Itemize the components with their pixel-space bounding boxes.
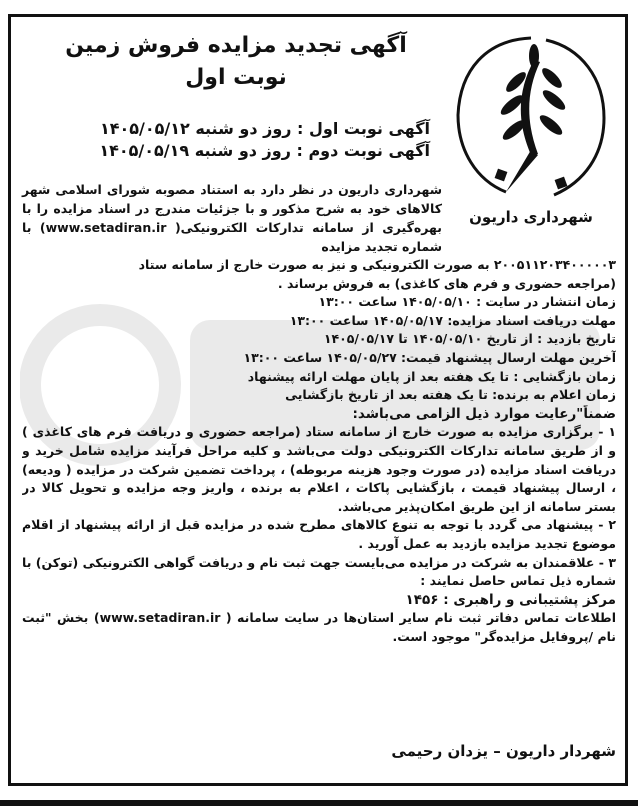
first-publication-date: آگهی نوبت اول : روز دو شنبه ۱۴۰۵/۰۵/۱۲ [99,119,430,138]
sale-method-line: (مراجعه حضوری و فرم های کاغذی) به فروش برساند . [277,275,616,291]
document-deadline: مهلت دریافت اسناد مزایده: ۱۴۰۵/۰۵/۱۷ ساعت ۱۳:۰۰ [289,312,616,328]
requirement-item-2: ۲ - پیشنهاد می گردد با توجه به تنوع کالاهای مطرح شده در مزایده قبل از ارائه پیشنهاد از اقلام موضوع تجدید مزایده بازدید به عمل آورید . [22,517,616,551]
opening-time: زمان بازگشایی : تا یک هفته بعد از پایان مهلت ارائه پیشنهاد [247,368,616,384]
municipality-logo [446,30,616,240]
signature: شهردار داریون – یزدان رحیمی [391,742,616,760]
visit-dates: تاریخ بازدید : از تاریخ ۱۴۰۵/۰۵/۱۰ تا ۱۴۰۵/۰۵/۱۷ [323,331,616,347]
auction-number-line: ۲۰۰۵۱۱۲۰۳۴۰۰۰۰۰۳ به صورت الکترونیکی و نیز به صورت خارج از سامانه ستاد [138,257,616,272]
notice-body [22,256,616,646]
publish-time: زمان انتشار در سایت : ۱۴۰۵/۰۵/۱۰ ساعت ۱۳:۰۰ [318,294,616,310]
requirement-item-3: ۳ - علاقمندان به شرکت در مزایده می‌بایست جهت ثبت نام و دریافت گواهی الکترونیکی (توکن) با شماره ذیل تماس حاصل نمایند : [22,554,616,589]
support-center: مرکز پشتیبانی و راهبری : ۱۴۵۶ [405,591,616,608]
second-publication-date: آگهی نوبت دوم : روز دو شنبه ۱۴۰۵/۰۵/۱۹ [99,141,430,160]
intro-paragraph: شهرداری داریون در نظر دارد به استناد مصوبه شورای اسلامی شهر کالاهای خود به شرح مذکور و با جزئیات مندرج در اسناد مزایده را با بهره‌گیری از سامانه تدارکات الکترونیکی( www.setadiran.ir) با شماره تجدید مزایده [22,182,442,254]
bottom-divider [0,800,638,806]
title-line-2: نوبت اول [185,65,287,90]
offer-deadline: آخرین مهلت ارسال پیشنهاد قیمت: ۱۴۰۵/۰۵/۲۷ ساعت ۱۳:۰۰ [243,349,616,365]
contact-info: اطلاعات تماس دفاتر ثبت نام سایر استان‌ها در سایت سامانه ( www.setadiran.ir) بخش "ثبت نام /پروفایل مزایده‌گر" موجود است. [22,610,616,644]
requirement-item-1: ۱ - برگزاری مزایده به صورت خارج از سامانه ستاد (مراجعه حضوری و دریافت فرم های کاغذی ) و از طریق سامانه تدارکات الکترونیکی دولت می‌باشد و کلیه مراحل فرآیند مزایده شامل خرید و دریافت اسناد مزایده (در صورت وجود هزینه مربوطه) ، پرداخت تضمین شرکت در مزایده ( ودیعه) ، ارسال پیشنهاد قیمت ، بازگشایی پاکات ، اعلام به برنده ، واریز وجه مزایده و تحویل کالا در بستر سامانه از این طریق امکان‌پذیر می‌باشد. [22,424,616,514]
olive-branch-emblem-icon [446,30,616,205]
publication-dates [50,118,430,162]
notice-title [40,30,432,94]
title-line-1: آگهی تجدید مزایده فروش زمین [65,33,407,58]
requirements-header: ضمناً"رعایت موارد ذیل الزامی می‌باشد: [352,405,616,422]
logo-caption: شهرداری داریون [469,208,593,226]
announce-time: زمان اعلام به برنده: تا یک هفته بعد از تاریخ بازگشایی [285,387,616,403]
